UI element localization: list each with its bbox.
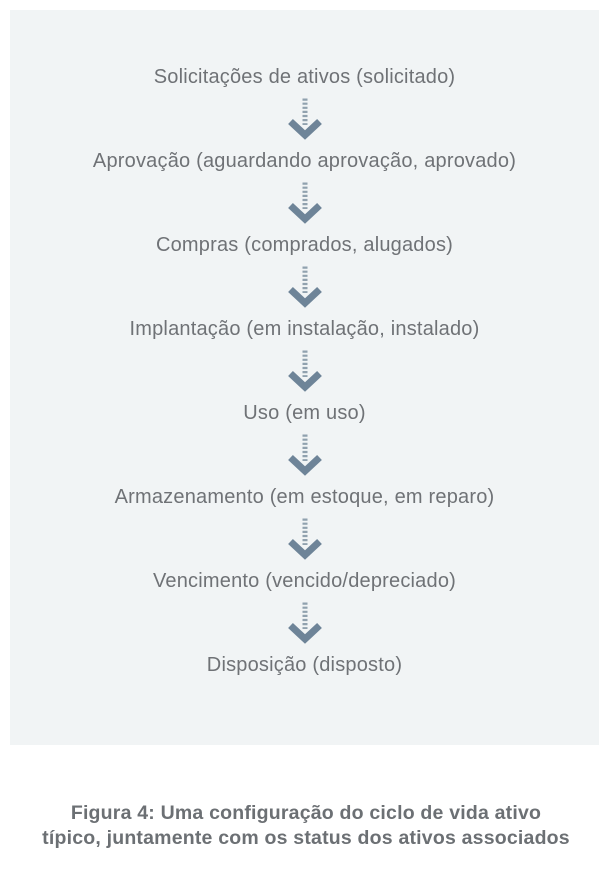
flow-stage-label: Implantação (em instalação, instalado) <box>129 318 480 340</box>
lifecycle-figure-panel <box>10 10 599 745</box>
flow-stage-asset-requests <box>154 63 456 91</box>
flow-stage-expiration <box>153 567 456 595</box>
down-arrow-icon <box>287 433 323 477</box>
flow-stage-approval <box>93 147 516 175</box>
figure-caption <box>0 801 612 851</box>
flow-stage-label: Armazenamento (em estoque, em reparo) <box>114 486 495 508</box>
figure-caption-line: típico, juntamente com os status dos ativos associados <box>42 827 570 849</box>
down-arrow-icon <box>287 181 323 225</box>
figure-caption-line: Figura 4: Uma configuração do ciclo de vida ativo <box>70 802 542 824</box>
flow-stage-label: Aprovação (aguardando aprovação, aprovado) <box>92 150 517 172</box>
down-arrow-icon <box>287 517 323 561</box>
flow-stage-purchasing <box>156 231 453 259</box>
flow-stage-label: Solicitações de ativos (solicitado) <box>153 66 456 88</box>
down-arrow-icon <box>287 349 323 393</box>
down-arrow-icon <box>287 601 323 645</box>
flow-stage-label: Vencimento (vencido/depreciado) <box>152 570 457 592</box>
flow-stage-label: Disposição (disposto) <box>206 654 403 676</box>
down-arrow-icon <box>287 265 323 309</box>
flow-stage-label: Compras (comprados, alugados) <box>155 234 454 256</box>
flow-stage-usage <box>243 399 365 427</box>
flow-stage-deployment <box>129 315 479 343</box>
flow-stage-label: Uso (em uso) <box>243 402 366 424</box>
flow-stage-disposal <box>207 651 402 679</box>
flow-stage-storage <box>115 483 495 511</box>
down-arrow-icon <box>287 97 323 141</box>
